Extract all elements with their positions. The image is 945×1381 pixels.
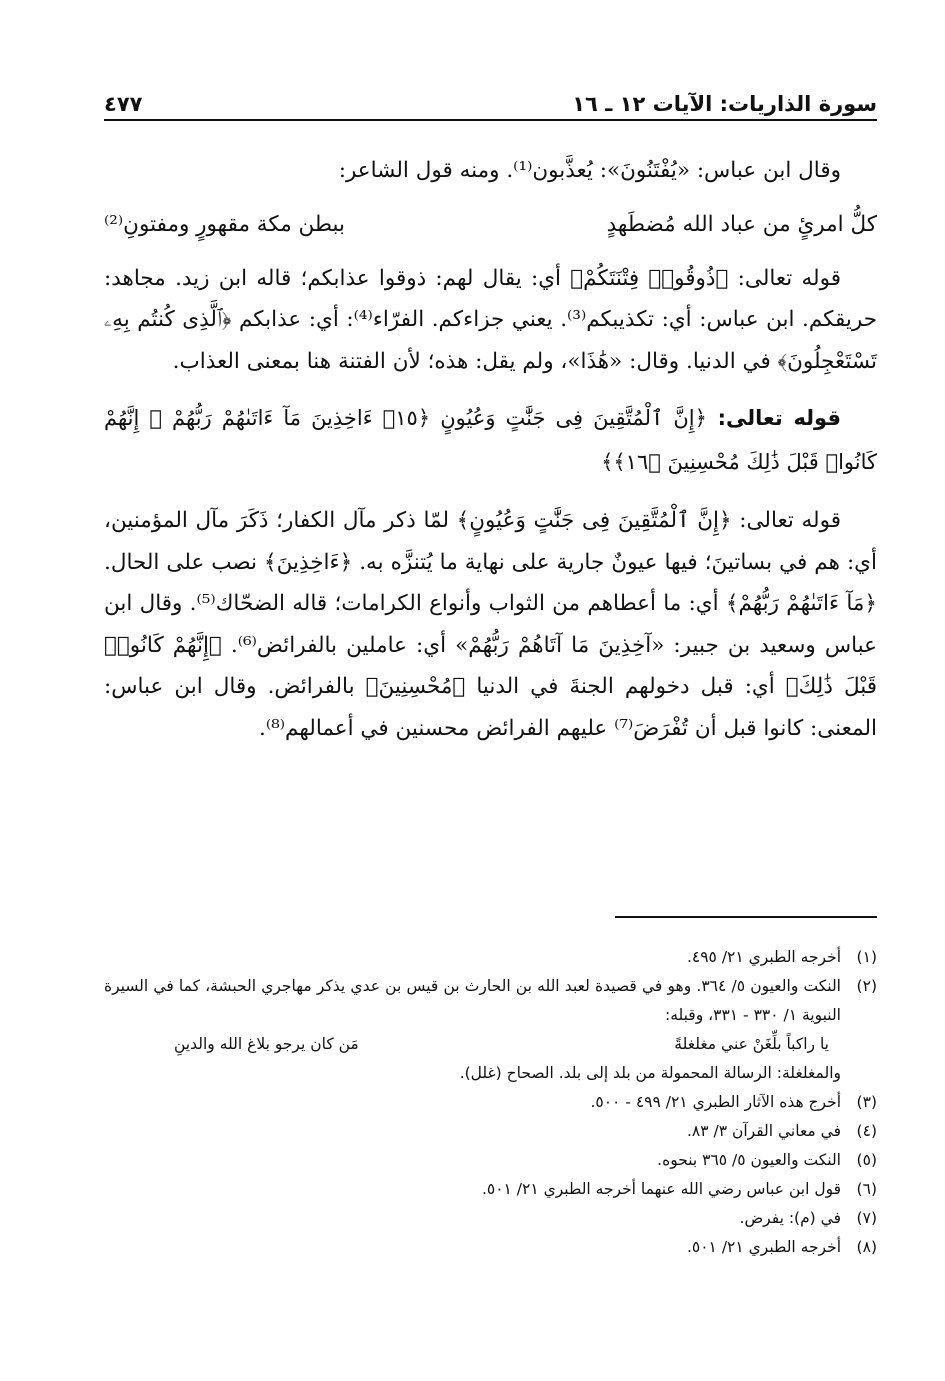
footnote-4 bbox=[104, 1117, 877, 1146]
footnote-number: (٤) bbox=[856, 1122, 877, 1140]
footnote-verse-second: مَن كان يرجو بلاغ الله والدينِ bbox=[174, 1035, 359, 1053]
footnote-text: في (م): يفرض. bbox=[739, 1209, 841, 1227]
header-rule bbox=[104, 119, 877, 121]
footnote-7 bbox=[104, 1204, 877, 1233]
footnote-number: (٥) bbox=[856, 1151, 877, 1169]
footnote-number: (٣) bbox=[856, 1093, 877, 1111]
footnote-text: النكت والعيون ٥/ ٣٦٤. وهو في قصيدة لعبد الله بن الحارث بن قيس بن عدي يذكر مهاجري الحبشة، كما في السيرة النبوية ١/ ٣٣٠ - ٣٣١، وقبله: bbox=[104, 977, 841, 1024]
footnote-2 bbox=[104, 972, 877, 1030]
footnote-number: (٧) bbox=[856, 1209, 877, 1227]
footnote-text: النكت والعيون ٥/ ٣٦٥ بنحوه. bbox=[657, 1151, 841, 1169]
footnote-1 bbox=[104, 943, 877, 972]
footnote-number: (٨) bbox=[856, 1238, 877, 1256]
footnote-rule bbox=[615, 916, 877, 918]
footnote-verse-first: يا راكباً بلِّغَنْ عني مغلغلةً bbox=[674, 1035, 829, 1053]
footnote-8 bbox=[104, 1233, 877, 1262]
paragraph-3: قوله تعالى: ﴿إِنَّ ٱلْمُتَّقِينَ فِى جَنَّٰتٍ وَعُيُونٍ﴾ لمّا ذكر مآل الكفار؛ ذَكَرَ مآل المؤمنين، أي: هم في بساتينَ؛ فيها عيونٌ جارية على نهاية ما يُتنزَّه به. ﴿ءَاخِذِينَ﴾ نصب على الحال. ﴿مَآ ءَاتَىٰهُمْ رَبُّهُمْ﴾ أي: ما أعطاهم من الثواب وأنواع الكرامات؛ قاله الضحّاك⁽⁵⁾. وقال ابن عباس وسعيد بن جبير: «آخِذِينَ مَا آتَاهُمْ رَبُّهُمْ» أي: عاملين بالفرائض⁽⁶⁾. ﴿إِنَّهُمْ كَانُوا۟ قَبْلَ ذَٰلِكَ﴾ أي: قبل دخولهم الجنةَ في الدنيا ﴿مُحْسِنِينَ﴾ بالفرائض. وقال ابن عباس: المعنى: كانوا قبل أن تُفْرَضَ⁽⁷⁾ عليهم الفرائض محسنين في أعمالهم⁽⁸⁾. bbox=[104, 508, 877, 741]
footnote-number: (١) bbox=[856, 948, 877, 966]
footnote-3 bbox=[104, 1088, 877, 1117]
footnote-number: (٢) bbox=[856, 977, 877, 995]
main-text bbox=[104, 150, 877, 763]
footnote-text: أخرج هذه الآثار الطبري ٢١/ ٤٩٩ - ٥٠٠. bbox=[590, 1093, 841, 1111]
paragraph-1: وقال ابن عباس: «يُفْتَنُونَ»: يُعذَّبون⁽¹⁾. ومنه قول الشاعر: bbox=[338, 158, 841, 183]
surah-title: سورة الذاريات: الآيات ١٢ ـ ١٦ bbox=[572, 92, 877, 116]
verse-first-hemistich: كلُّ امرئٍ من عباد الله مُضطَهدٍ bbox=[606, 211, 877, 237]
heading-quran-verse: ﴿إِنَّ ٱلْمُتَّقِينَ فِى جَنَّٰتٍ وَعُيُونٍ ﴿١٥﴾ ءَاخِذِينَ مَآ ءَاتَىٰهُمْ رَبُّهُمْ ۚ إِنَّهُمْ كَانُوا۟ قَبْلَ ذَٰلِكَ مُحْسِنِينَ ﴿١٦﴾﴾ bbox=[104, 406, 877, 474]
footnote-text: في معاني القرآن ٣/ ٨٣. bbox=[686, 1122, 841, 1140]
running-header bbox=[104, 78, 877, 116]
footnote-text: قول ابن عباس رضي الله عنهما أخرجه الطبري ٢١/ ٥٠١. bbox=[481, 1180, 841, 1198]
footnotes bbox=[104, 943, 877, 1262]
page-number: ٤٧٧ bbox=[104, 92, 143, 116]
verse-heading bbox=[104, 396, 877, 484]
poetry-verse bbox=[104, 206, 877, 244]
footnote-text: أخرجه الطبري ٢١/ ٤٩٥. bbox=[686, 948, 841, 966]
footnote-gloss: والمغلغلة: الرسالة المحمولة من بلد إلى بلد. الصحاح (غلل). bbox=[459, 1064, 841, 1082]
paragraph-2: قوله تعالى: ﴿ذُوقُوا۟ فِتْنَتَكُمْ﴾ أي: يقال لهم: ذوقوا عذابكم؛ قاله ابن زيد. مجاهد: حريقكم. ابن عباس: أي: تكذيبكم⁽³⁾. يعني جزاءكم. الفرّاء⁽⁴⁾: أي: عذابكم ﴿ٱلَّذِى كُنتُم بِهِۦ تَسْتَعْجِلُونَ﴾ في الدنيا. وقال: «هَٰذَا»، ولم يقل: هذه؛ لأن الفتنة هنا بمعنى العذاب. bbox=[104, 265, 878, 374]
footnote-6 bbox=[104, 1175, 877, 1204]
footnote-poetry-verse bbox=[104, 1030, 877, 1059]
footnote-text: أخرجه الطبري ٢١/ ٥٠١. bbox=[686, 1238, 841, 1256]
verse-second-hemistich: ببطن مكة مقهورٍ ومفتونِ⁽²⁾ bbox=[104, 211, 346, 237]
footnote-number: (٦) bbox=[856, 1180, 877, 1198]
footnote-5 bbox=[104, 1146, 877, 1175]
heading-label: قوله تعالى: bbox=[717, 406, 841, 430]
